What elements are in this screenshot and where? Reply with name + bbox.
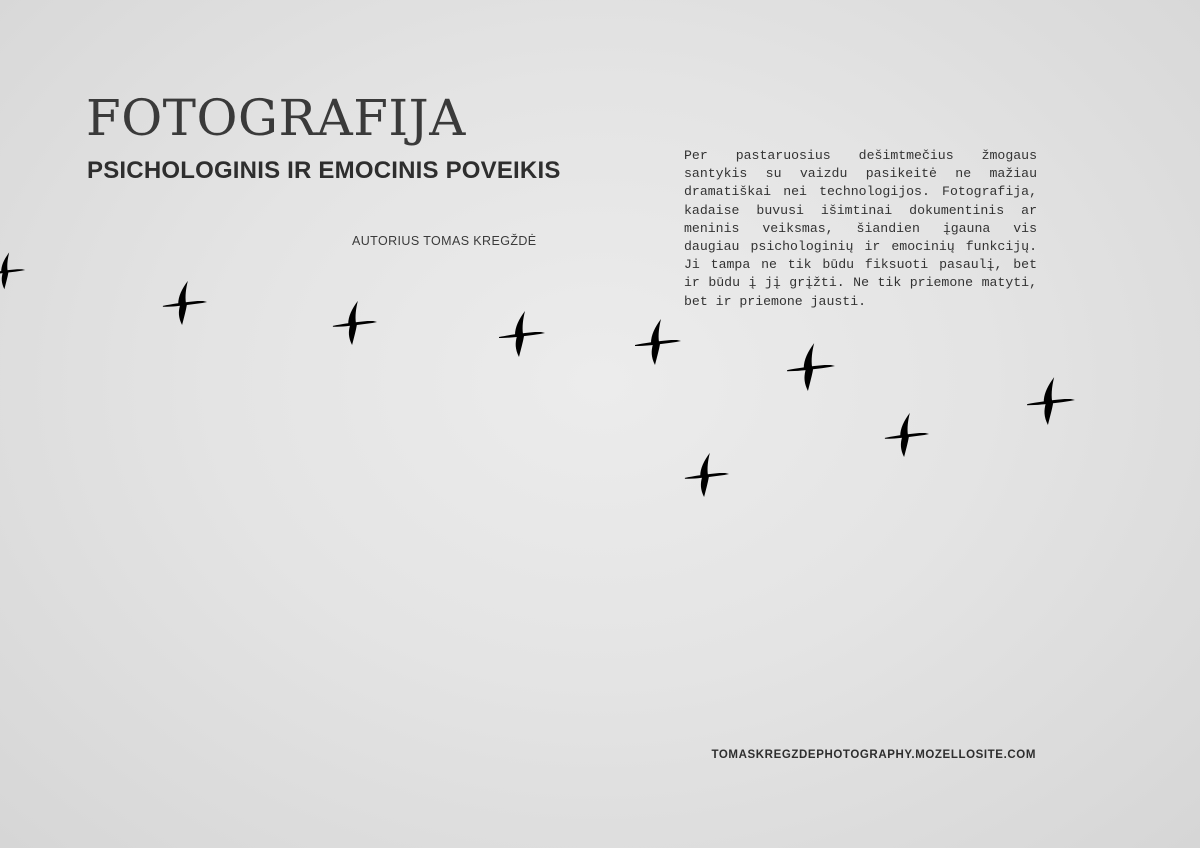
bird-icon [1027,377,1075,425]
intro-paragraph: Per pastaruosius dešimtmečius žmogaus santykis su vaizdu pasikeitė ne mažiau dramatiškai nei technologijos. Fotografija, kadaise buvusi išimtinai dokumentinis ar meninis veiksmas, šiandien įgauna vis daugiau psichologinių ir emocinių funkcijų. Ji tampa ne tik būdu fiksuoti pasaulį, bet ir būdu į jį grįžti. Ne tik priemone matyti, bet ir priemone jausti. [684,148,1037,309]
page-title: FOTOGRAFIJA [86,89,466,147]
website-link[interactable]: TOMASKREGZDEPHOTOGRAPHY.MOZELLOSITE.COM [711,749,1036,761]
bird-icon [333,301,377,345]
bird-icon [787,343,835,391]
author-credit: AUTORIUS TOMAS KREGŽDĖ [352,234,537,248]
bird-icon [163,281,207,325]
page-subtitle: PSICHOLOGINIS IR EMOCINIS POVEIKIS [87,157,561,184]
bird-icon [0,252,25,289]
bird-icon [499,311,545,357]
bird-icon [635,319,681,365]
bird-icon [885,413,929,457]
bird-icon [685,453,729,497]
